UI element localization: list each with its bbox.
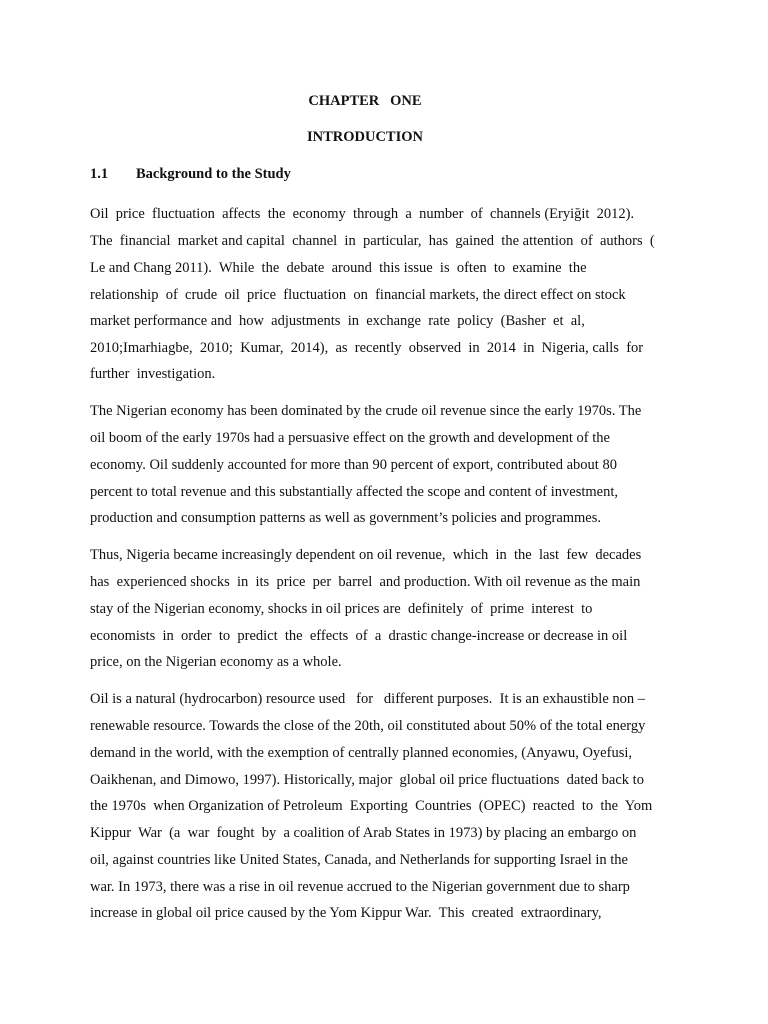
paragraph-line: The financial market and capital channel in particular, has gained the attention of authors ( (90, 233, 655, 249)
paragraph-line: 2010;Imarhiagbe, 2010; Kumar, 2014), as recently observed in 2014 in Nigeria, calls for (90, 340, 644, 356)
paragraph-line: The Nigerian economy has been dominated by the crude oil revenue since the early 1970s. The (90, 403, 642, 419)
chapter-heading: CHAPTER ONE (308, 93, 422, 109)
paragraph-line: Oil is a natural (hydrocarbon) resource used for different purposes. It is an exhaustible non – (90, 691, 646, 707)
paragraph-line: production and consumption patterns as well as government’s policies and programmes. (90, 510, 602, 526)
paragraph-line: demand in the world, with the exemption of centrally planned economies, (Anyawu, Oyefusi, (90, 745, 632, 761)
paragraph-line: Le and Chang 2011). While the debate around this issue is often to examine the (90, 260, 587, 276)
section-title: Background to the Study (136, 166, 291, 182)
section-number: 1.1 (90, 166, 109, 182)
paragraph-line: has experienced shocks in its price per barrel and production. With oil revenue as the main (90, 574, 641, 590)
paragraph-line: economists in order to predict the effects of a drastic change-increase or decrease in oil (90, 628, 628, 644)
section-heading (90, 166, 291, 183)
paragraph-line: Oil price fluctuation affects the economy through a number of channels (Eryiğit 2012). (90, 206, 635, 222)
paragraph-line: further investigation. (90, 366, 216, 382)
paragraph-line: Thus, Nigeria became increasingly dependent on oil revenue, which in the last few decades (90, 547, 642, 563)
paragraph-line: Kippur War (a war fought by a coalition of Arab States in 1973) by placing an embargo on (90, 825, 637, 841)
paragraph-line: economy. Oil suddenly accounted for more than 90 percent of export, contributed about 80 (90, 457, 617, 473)
paragraph-line: market performance and how adjustments in exchange rate policy (Basher et al, (90, 313, 585, 329)
paragraph-line: oil, against countries like United States, Canada, and Netherlands for supporting Israel in the (90, 852, 628, 868)
paragraph-line: renewable resource. Towards the close of the 20th, oil constituted about 50% of the total energy (90, 718, 646, 734)
paragraph-line: price, on the Nigerian economy as a whole. (90, 654, 342, 670)
paragraph-line: oil boom of the early 1970s had a persuasive effect on the growth and development of the (90, 430, 610, 446)
intro-heading: INTRODUCTION (306, 129, 423, 145)
paragraph-line: Oaikhenan, and Dimowo, 1997). Historically, major global oil price fluctuations dated back to (90, 772, 644, 788)
paragraph-line: increase in global oil price caused by the Yom Kippur War. This created extraordinary, (90, 905, 602, 921)
paragraph-line: the 1970s when Organization of Petroleum Exporting Countries (OPEC) reacted to the Yom (90, 798, 653, 814)
paragraph-line: stay of the Nigerian economy, shocks in oil prices are definitely of prime interest to (90, 601, 593, 617)
paragraph-line: percent to total revenue and this substantially affected the scope and content of investment, (90, 484, 619, 500)
paragraph-line: war. In 1973, there was a rise in oil revenue accrued to the Nigerian government due to sharp (90, 879, 630, 895)
paragraph-line: relationship of crude oil price fluctuation on financial markets, the direct effect on stock (90, 287, 626, 303)
